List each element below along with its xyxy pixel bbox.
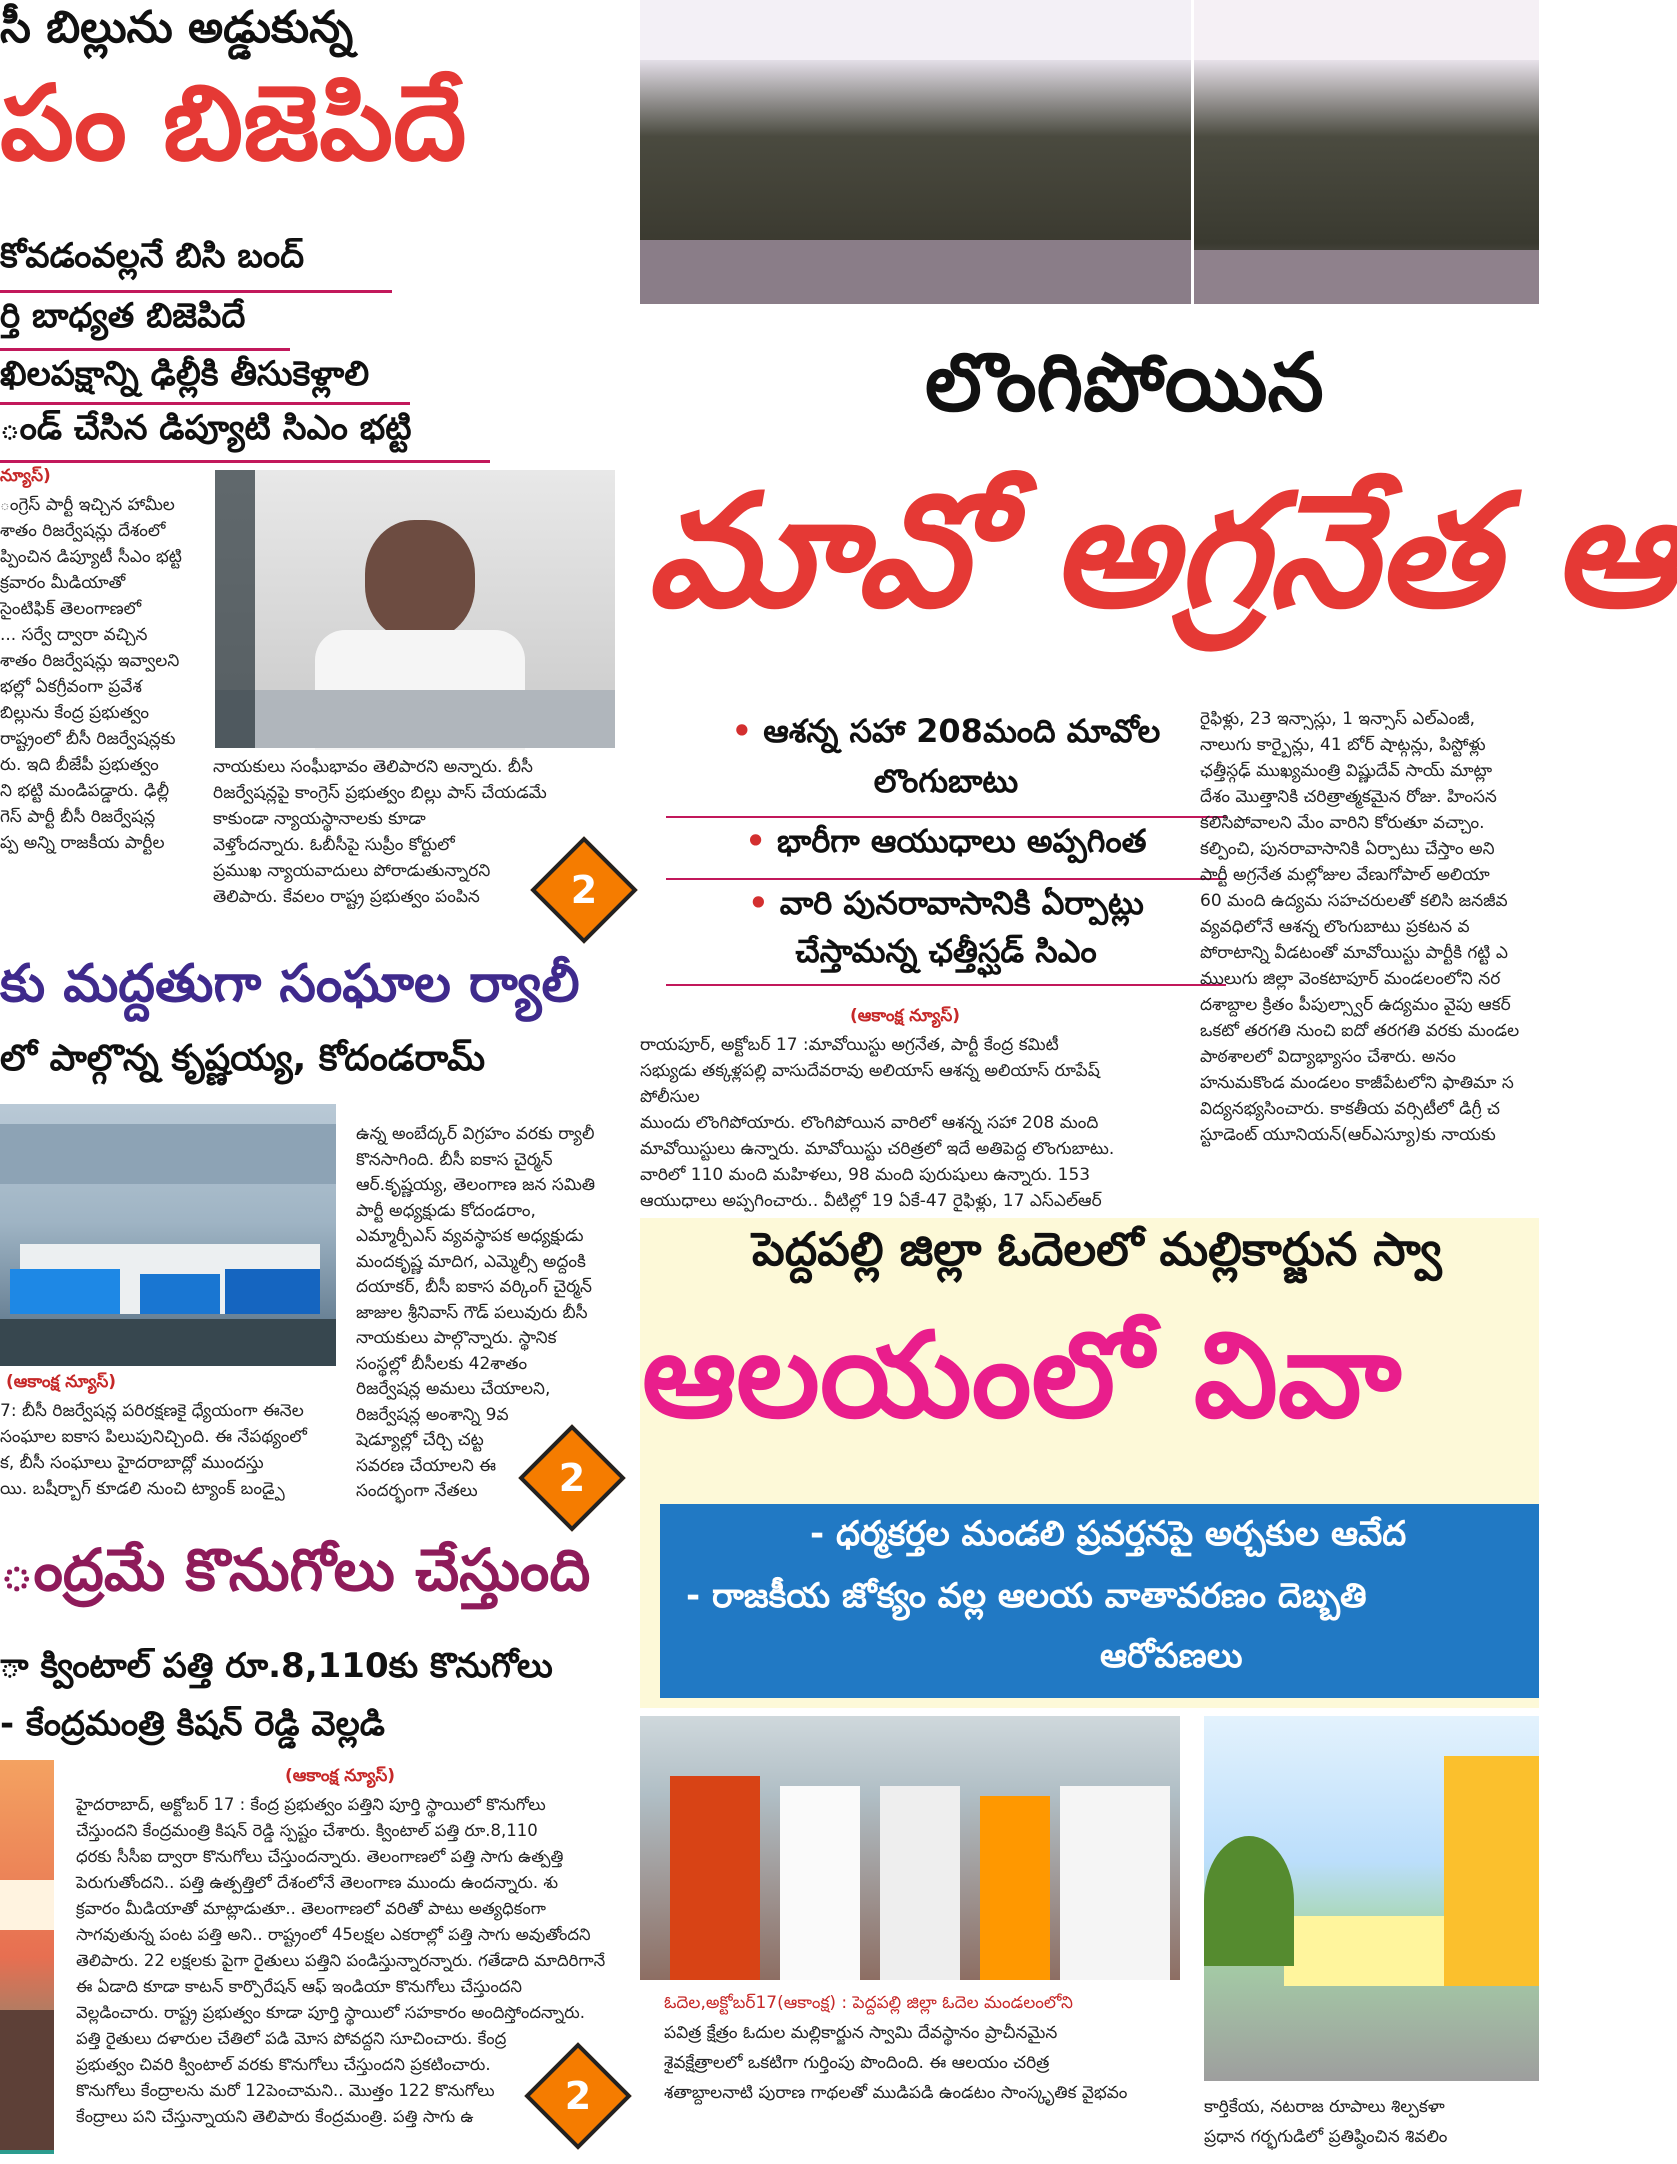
highlight-rule xyxy=(666,984,1226,986)
story2-credit: (ఆకాంక్ష న్యూస్) xyxy=(6,1372,117,1392)
body-line: నాయకులు పాల్గొన్నారు. స్థానిక xyxy=(356,1328,557,1348)
body-line: రిజర్వేషన్లపై కాంగ్రెస్ ప్రభుత్వం బిల్లు పాస్ చేయడమే xyxy=(213,783,547,803)
body-line: పెరుగుతోందని.. పత్తి ఉత్పత్తిలో దేశంలోనే తెలంగాణ ముందు ఉందన్నారు. శు xyxy=(76,1873,559,1892)
body-line: బిల్లును కేంద్ర ప్రభుత్వం xyxy=(0,703,150,723)
body-line: హనుమకొండ మండలం కాజీపేటలోని ఫాతిమా స xyxy=(1200,1073,1514,1093)
story2-body-left xyxy=(0,1398,345,1502)
body-line: శాతం రిజర్వేషన్లు ఇవ్వాలని xyxy=(0,651,180,671)
story2-headline: కు మద్దతుగా సంఘాల ర్యాలీ xyxy=(0,954,580,1014)
body-line: ంగ్రెస్ పార్టీ ఇచ్చిన హామీల xyxy=(0,495,175,515)
continued-page-badge: 2 xyxy=(518,1424,625,1531)
body-line: రాష్ట్రంలో బీసీ రిజర్వేషన్లకు xyxy=(0,729,176,749)
story1-sub-rule xyxy=(0,402,410,405)
right-column xyxy=(640,0,1677,2154)
body-line: ఈ ఏడాది కూడా కాటన్ కార్పొరేషన్ ఆఫ్ ఇండియా కొనుగోలు చేస్తుందని xyxy=(76,1977,522,1996)
body-line: ఛత్తీస్గఢ్ ముఖ్యమంత్రి విష్ణుదేవ్ సాయ్ మాట్లా xyxy=(1200,761,1493,781)
body-line: గెస్ పార్టీ బీసీ రిజర్వేషన్ల xyxy=(0,807,156,827)
body-line: తెలిపారు. 22 లక్షలకు పైగా రైతులు పత్తిని పండిస్తున్నారన్నారు. గతేడాది మాదిరిగానే xyxy=(76,1951,606,1970)
body-line: కాకుండా న్యాయస్థానాలకు కూడా xyxy=(213,809,426,829)
body-line: పార్టీ అగ్రనేత మల్లోజుల వేణుగోపాల్ అలియా xyxy=(1200,865,1490,885)
body-line: మావోయిస్టులు ఉన్నారు. మావోయిస్టు చరిత్రలో ఇదే అతిపెద్ద లొంగుబాటు. xyxy=(640,1139,1115,1159)
body-line: క, బీసీ సంఘాలు హైదరాబాద్లో ముందస్తు xyxy=(0,1453,264,1473)
body-line: ప్ప అన్ని రాజకీయ పార్టీల xyxy=(0,833,165,853)
body-line: ములుగు జిల్లా వెంకటాపూర్ మండలంలోని నర xyxy=(1200,969,1501,989)
body-line: వెల్లడించారు. రాష్ట్ర ప్రభుత్వం కూడా పూర్తి స్థాయిలో సహకారం అందిస్తోందన్నారు. xyxy=(76,2003,585,2022)
continued-page-badge: 2 xyxy=(530,836,637,943)
body-line: నాలుగు కార్బైన్లు, 41 బోర్ షాట్గన్లు, పిస్టోళ్లు xyxy=(1200,735,1486,755)
body-line: ఉన్న అంబేద్కర్ విగ్రహం వరకు ర్యాలీ xyxy=(356,1124,595,1144)
body-line: విద్యనభ్యసించారు. కాకతీయ వర్సిటీలో డిగ్రీ చ xyxy=(1200,1099,1500,1119)
body-line: ని భట్టి మండిపడ్డారు. ఢిల్లీ xyxy=(0,781,170,801)
story3-sub-2: - కేంద్రమంత్రి కిషన్ రెడ్డి వెల్లడి xyxy=(0,1704,385,1744)
highlight-rule xyxy=(666,878,1226,880)
story2-kicker: పెద్దపల్లి జిల్లా ఓదెలలో మల్లికార్జున స్వా xyxy=(752,1222,1442,1276)
body-line: శాతం రిజర్వేషన్లు దేశంలో xyxy=(0,521,166,541)
story3-sub-1: ా క్వింటాల్ పత్తి రూ.8,110కు కొనుగోలు xyxy=(0,1646,553,1686)
body-line: సాగవుతున్న పంట పత్తి అని.. రాష్ట్రంలో 45లక్షల ఎకరాల్లో పత్తి సాగు అవుతోందని xyxy=(76,1925,591,1944)
body-line: మందకృష్ణ మాదిగ, ఎమ్మెల్సీ అద్దంకి xyxy=(356,1251,586,1272)
temple-summary-box xyxy=(660,1504,1539,1698)
kishan-reddy-photo xyxy=(0,1760,54,2154)
body-line: పాఠశాలలో విద్యాభ్యాసం చేశారు. అనం xyxy=(1200,1047,1456,1067)
story2-body xyxy=(664,1988,1204,2108)
body-line: రు. ఇది బీజేపీ ప్రభుత్వం xyxy=(0,755,159,775)
body-line: పవిత్ర క్షేత్రం ఓదుల మల్లికార్జున స్వామి దేవస్థానం ప్రాచీనమైన xyxy=(664,2023,1058,2043)
story1-credit: (ఆకాంక్ష న్యూస్) xyxy=(850,1006,961,1026)
rally-photo xyxy=(0,1104,336,1366)
highlight-item: • ఆశన్న సహా 208మంది మావోల xyxy=(731,712,1161,750)
body-line: ఆర్.కృష్ణయ్య, తెలంగాణ జన సమితి xyxy=(356,1175,596,1195)
highlight-item: లొంగుబాటు xyxy=(873,762,1019,800)
priests-photo xyxy=(640,1716,1180,1980)
body-line: రిజర్వేషన్ల అమలు చేయాలని, xyxy=(356,1379,551,1399)
body-line: నాయకులు సంఘీభావం తెలిపారని అన్నారు. బీసీ xyxy=(213,757,533,777)
story1-sub-2: ర్తి బాధ్యత బిజెపిదే xyxy=(0,296,246,336)
story1-sub-rule xyxy=(0,460,490,463)
left-column xyxy=(0,0,625,2154)
body-line: సైంటిఫిక్ తెలంగాణలో xyxy=(0,599,142,619)
body-line: దశాబ్దాల క్రితం పీపుల్స్వార్ ఉద్యమం వైపు ఆకర్ xyxy=(1200,995,1511,1015)
body-line: 60 మంది ఉద్యమ సహచరులతో కలిసి జనజీవ xyxy=(1200,891,1508,911)
body-line: సంఘాల ఐకాస పిలుపునిచ్చింది. ఈ నేపథ్యంలో xyxy=(0,1427,307,1447)
body-line: ఎమ్మార్పీఎస్ వ్యవస్థాపక అధ్యక్షుడు xyxy=(356,1226,584,1246)
body-line: రైఫిళ్లు, 23 ఇన్సాస్లు, 1 ఇన్సాస్ ఎల్ఎంజీ, xyxy=(1200,709,1476,729)
summary-line: - ధర్మకర్తల మండలి ప్రవర్తనపై అర్చకుల ఆవేద xyxy=(810,1514,1407,1554)
body-line: స్టూడెంట్ యూనియన్(ఆర్ఎస్యూ)కు నాయకు xyxy=(1200,1125,1496,1145)
highlight-item: • వారి పునరావాసానికి ఏర్పాట్లు xyxy=(748,884,1144,922)
story1-highlights xyxy=(666,712,1226,990)
story1-side-column xyxy=(1200,706,1539,1148)
story1-sub-1: కోవడంవల్లనే బిసి బంద్ xyxy=(0,236,305,276)
temple-photo xyxy=(1204,1716,1539,2081)
highlight-item: చేస్తామన్న ఛత్తీస్ఘడ్ సిఎం xyxy=(795,932,1097,970)
body-line: క్రవారం మీడియాతో xyxy=(0,573,126,593)
body-line: పోరాటాన్ని వీడటంతో మావోయిస్టు పార్టీకి గట్టి ఎ xyxy=(1200,943,1508,963)
story1-headline: పం బిజెపిదే xyxy=(0,62,467,184)
story1-credit: న్యూస్) xyxy=(0,466,51,486)
body-line: ఓదెల,అక్టోబర్17(ఆకాంక్ష) : పెద్దపల్లి జిల్లా ఓదెల మండలంలోని xyxy=(664,1993,1073,2013)
body-line: కేంద్రాలు పని చేస్తున్నాయని తెలిపారు కేంద్రమంత్రి. పత్తి సాగు ఉ xyxy=(76,2107,474,2126)
body-line: కొనసాగింది. బీసీ ఐకాస చైర్మన్ xyxy=(356,1149,553,1170)
summary-line: - రాజకీయ జోక్యం వల్ల ఆలయ వాతావరణం దెబ్బతి xyxy=(686,1576,1367,1616)
body-line: కొనుగోలు కేంద్రాలను మరో 12పెంచామని.. మొత్తం 122 కొనుగోలు xyxy=(76,2081,495,2100)
body-line: భల్లో ఏకగ్రీవంగా ప్రవేశ xyxy=(0,677,142,697)
body-line: పత్తి రైతులు దళారుల చేతిలో పడి మోస పోవద్దని సూచించారు. కేంద్ర xyxy=(76,2029,507,2048)
body-line: వ్యవధిలోనే ఆశన్న లొంగుబాటు ప్రకటన వ xyxy=(1200,917,1470,937)
body-line: సందర్భంగా నేతలు xyxy=(356,1481,478,1501)
body-line: వెళ్తోందన్నారు. ఓబీసీపై సుప్రీం కోర్టులో xyxy=(213,835,455,855)
body-line: వారిలో 110 మంది మహిళలు, 98 మంది పురుషులు ఉన్నారు. 153 xyxy=(640,1165,1091,1185)
body-line: 7: బీసీ రిజర్వేషన్ల పరిరక్షణకై ధ్యేయంగా ఈనెల xyxy=(0,1401,304,1421)
continued-page-badge: 2 xyxy=(524,2042,631,2149)
story1-sub-4: ండ్ చేసిన డిప్యూటి సిఎం భట్టి xyxy=(0,408,412,448)
story3-credit: (ఆకాంక్ష న్యూస్) xyxy=(285,1766,396,1786)
story3-headline: ంద్రమే కొనుగోలు చేస్తుంది xyxy=(0,1536,591,1604)
body-line: ప్పించిన డిప్యూటీ సీఎం భట్టి xyxy=(0,547,182,567)
surrender-photo-2 xyxy=(1194,0,1539,304)
body-line: ధరకు సీసీఐ ద్వారా కొనుగోలు చేస్తుందన్నారు. తెలంగాణలో పత్తి సాగు ఉత్పత్తి xyxy=(76,1847,564,1866)
story2-side xyxy=(1204,2092,1539,2152)
surrender-photo-1 xyxy=(640,0,1191,304)
story1-sub-rule xyxy=(0,290,392,293)
story1-kicker: సీ బిల్లును అడ్డుకున్న xyxy=(0,2,354,53)
body-line: ఒకటో తరగతి నుంచి ఐదో తరగతి వరకు మండల xyxy=(1200,1021,1520,1041)
body-line: పార్టీ అధ్యక్షుడు కోదండరాం, xyxy=(356,1200,536,1221)
body-line: సంస్థల్లో బీసీలకు 42శాతం xyxy=(356,1353,528,1374)
body-line: ప్రముఖ న్యాయవాదులు పోరాడుతున్నారని xyxy=(213,861,491,881)
body-line: షెడ్యూల్లో చేర్చి చట్ట xyxy=(356,1430,484,1450)
highlight-item: • భారీగా ఆయుధాలు అప్పగింత xyxy=(745,822,1147,860)
body-line: ... సర్వే ద్వారా వచ్చిన xyxy=(0,625,148,645)
story1-headline: మావో అగ్రనేత ఆ xyxy=(646,460,1677,642)
story1-kicker: లొంగిపోయిన xyxy=(925,336,1324,429)
story2-headline: ఆలయంలో వివా xyxy=(642,1306,1402,1444)
deputy-cm-photo xyxy=(215,470,615,748)
body-line: ప్రభుత్వం చివరి క్వింటాల్ వరకు కొనుగోలు చేస్తుందని ప్రకటించారు. xyxy=(76,2055,491,2074)
body-line: రాయపూర్, అక్టోబర్ 17 :మావోయిస్టు అగ్రనేత, పార్టీ కేంద్ర కమిటీ xyxy=(640,1035,1059,1055)
story1-body-left xyxy=(0,492,210,856)
body-line: శైవక్షేత్రాలలో ఒకటిగా గుర్తింపు పొందింది. ఈ ఆలయం చరిత్ర xyxy=(664,2053,1050,2073)
story1-sub-3: ఖిలపక్షాన్ని ఢిల్లీకి తీసుకెళ్లాలి xyxy=(0,354,370,394)
body-line: క్రవారం మీడియాతో మాట్లాడుతూ.. తెలంగాణలో వరితో పాటు అత్యధికంగా xyxy=(76,1899,546,1918)
body-line: హైదరాబాద్, అక్టోబర్ 17 : కేంద్ర ప్రభుత్వం పత్తిని పూర్తి స్థాయిలో కొనుగోలు xyxy=(76,1795,546,1814)
body-line: యి. బషీర్బాగ్ కూడలి నుంచి ట్యాంక్ బండ్పై xyxy=(0,1479,285,1499)
summary-line: ఆరోపణలు xyxy=(1100,1636,1243,1676)
body-line: తెలిపారు. కేవలం రాష్ట్ర ప్రభుత్వం పంపిన xyxy=(213,887,480,907)
body-line: సభ్యుడు తక్కళ్లపల్లి వాసుదేవరావు అలియాస్ ఆశన్న అలియాస్ రూపేష్ పోలీసుల xyxy=(640,1061,1100,1107)
body-line: శతాబ్దాలనాటి పురాణ గాథలతో ముడిపడి ఉండటం సాంస్కృతిక వైభవం xyxy=(664,2083,1128,2103)
body-line: ఆయుధాలు అప్పగించారు.. వీటిల్లో 19 ఏకే-47 రైఫిళ్లు, 17 ఎస్ఎల్ఆర్ xyxy=(640,1191,1102,1211)
story2-sub: లో పాల్గొన్న కృష్ణయ్య, కోదండరామ్ xyxy=(0,1038,486,1079)
body-line: దేశం మొత్తానికి చరిత్రాత్మకమైన రోజు. హింసన xyxy=(1200,787,1497,807)
body-line: ప్రధాన గర్భగుడిలో ప్రతిష్ఠించిన శివలిం xyxy=(1204,2127,1448,2147)
story1-sub-rule xyxy=(0,348,290,351)
body-line: జాజుల శ్రీనివాస్ గౌడ్ పలువురు బీసీ xyxy=(356,1302,588,1323)
body-line: కల్పించి, పునరావాసానికి ఏర్పాటు చేస్తాం అని xyxy=(1200,839,1495,859)
body-line: కార్తికేయ, నటరాజ రూపాలు శిల్పకళా xyxy=(1204,2097,1445,2117)
body-line: ముందు లొంగిపోయారు. లొంగిపోయిన వారిలో ఆశన్న సహా 208 మంది xyxy=(640,1113,1099,1133)
body-line: కలిసిపోవాలని మేం వారిని కోరుతూ వచ్చాం. xyxy=(1200,813,1485,833)
body-line: రిజర్వేషన్ల అంశాన్ని 9వ xyxy=(356,1404,509,1425)
highlight-rule xyxy=(666,816,1226,818)
body-line: సవరణ చేయాలని ఈ xyxy=(356,1455,497,1476)
body-line: దయాకర్, బీసీ ఐకాస వర్కింగ్ చైర్మన్ xyxy=(356,1277,592,1297)
body-line: చేస్తుందని కేంద్రమంత్రి కిషన్ రెడ్డి స్పష్టం చేశారు. క్వింటాల్ పత్తి రూ.8,110 xyxy=(76,1821,538,1840)
story1-body xyxy=(640,1032,1140,1214)
